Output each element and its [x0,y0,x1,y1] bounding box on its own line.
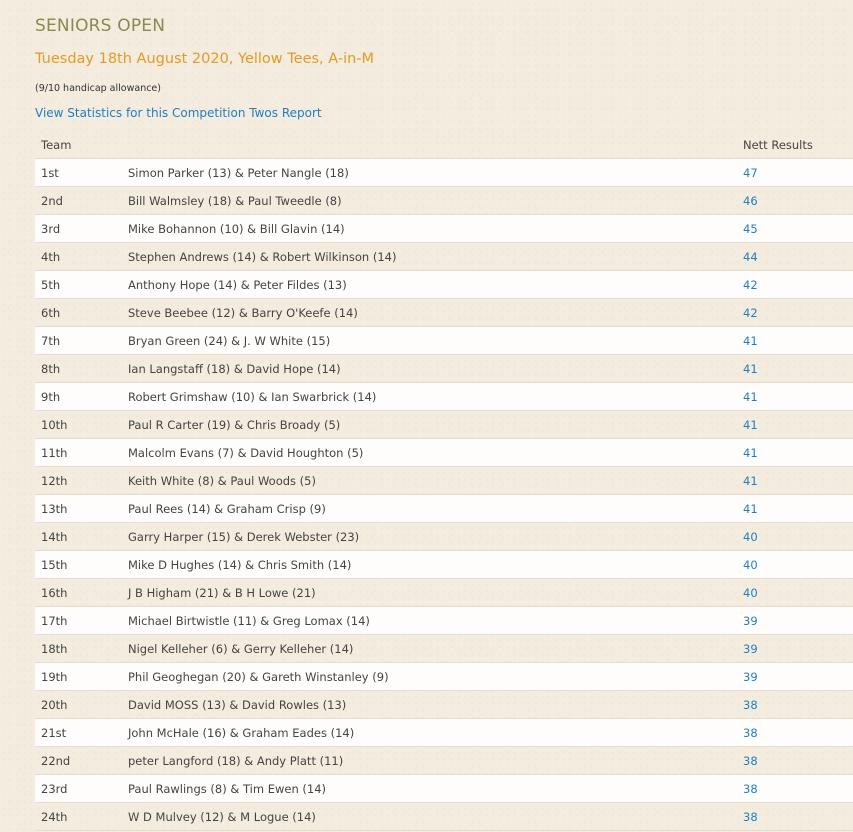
team-cell: W D Mulvey (12) & M Logue (14) [128,810,316,824]
position-cell: 13th [41,502,68,516]
nett-result-link[interactable]: 46 [743,194,758,208]
table-row [35,439,853,467]
position-cell: 22nd [41,754,71,768]
table-row [35,243,853,271]
table-row [35,691,853,719]
position-cell: 11th [41,446,68,460]
table-row [35,803,853,831]
view-statistics-link[interactable]: View Statistics for this Competition [35,106,246,120]
position-cell: 3rd [41,222,61,236]
team-cell: David MOSS (13) & David Rowles (13) [128,698,347,712]
table-row [35,719,853,747]
nett-result-link[interactable]: 45 [743,222,758,236]
team-cell: Steve Beebee (12) & Barry O'Keefe (14) [128,306,358,320]
position-cell: 15th [41,558,68,572]
report-links [35,106,322,120]
nett-result-link[interactable]: 38 [743,782,758,796]
position-cell: 6th [41,306,61,320]
nett-result-link[interactable]: 38 [743,810,758,824]
team-cell: Robert Grimshaw (10) & Ian Swarbrick (14) [128,390,377,404]
team-cell: Phil Geoghegan (20) & Gareth Winstanley (9) [128,670,389,684]
twos-report-link[interactable]: Twos Report [249,106,322,120]
team-cell: Mike D Hughes (14) & Chris Smith (14) [128,558,352,572]
table-row [35,747,853,775]
table-row [35,411,853,439]
position-cell: 12th [41,474,68,488]
nett-result-link[interactable]: 41 [743,362,758,376]
team-cell: Garry Harper (15) & Derek Webster (23) [128,530,360,544]
nett-result-link[interactable]: 41 [743,390,758,404]
team-cell: Stephen Andrews (14) & Robert Wilkinson (14) [128,250,397,264]
column-header-team: Team [41,138,72,152]
position-cell: 5th [41,278,61,292]
nett-result-link[interactable]: 41 [743,446,758,460]
handicap-note: (9/10 handicap allowance) [35,83,161,94]
table-row [35,635,853,663]
table-row [35,775,853,803]
position-cell: 21st [41,726,67,740]
team-cell: Simon Parker (13) & Peter Nangle (18) [128,166,349,180]
team-cell: J B Higham (21) & B H Lowe (21) [128,586,316,600]
position-cell: 1st [41,166,59,180]
position-cell: 20th [41,698,68,712]
table-row [35,495,853,523]
team-cell: Keith White (8) & Paul Woods (5) [128,474,316,488]
team-cell: Mike Bohannon (10) & Bill Glavin (14) [128,222,345,236]
table-row [35,159,853,187]
position-cell: 14th [41,530,68,544]
nett-result-link[interactable]: 42 [743,278,758,292]
nett-result-link[interactable]: 39 [743,614,758,628]
results-table-body [35,159,853,831]
position-cell: 17th [41,614,68,628]
table-row [35,551,853,579]
nett-result-link[interactable]: 39 [743,642,758,656]
position-cell: 16th [41,586,68,600]
team-cell: Malcolm Evans (7) & David Houghton (5) [128,446,364,460]
nett-result-link[interactable]: 41 [743,474,758,488]
team-cell: Paul Rawlings (8) & Tim Ewen (14) [128,782,327,796]
position-cell: 8th [41,362,61,376]
table-row [35,663,853,691]
position-cell: 4th [41,250,61,264]
nett-result-link[interactable]: 42 [743,306,758,320]
team-cell: Anthony Hope (14) & Peter Fildes (13) [128,278,347,292]
position-cell: 19th [41,670,68,684]
nett-result-link[interactable]: 44 [743,250,758,264]
table-row [35,299,853,327]
team-cell: Bryan Green (24) & J. W White (15) [128,334,331,348]
position-cell: 24th [41,810,68,824]
position-cell: 2nd [41,194,63,208]
table-row [35,467,853,495]
nett-result-link[interactable]: 38 [743,754,758,768]
team-cell: Nigel Kelleher (6) & Gerry Kelleher (14) [128,642,354,656]
nett-result-link[interactable]: 41 [743,502,758,516]
team-cell: peter Langford (18) & Andy Platt (11) [128,754,344,768]
team-cell: Paul R Carter (19) & Chris Broady (5) [128,418,341,432]
position-cell: 7th [41,334,61,348]
nett-result-link[interactable]: 40 [743,586,758,600]
nett-result-link[interactable]: 40 [743,530,758,544]
position-cell: 9th [41,390,61,404]
team-cell: Ian Langstaff (18) & David Hope (14) [128,362,341,376]
nett-result-link[interactable]: 47 [743,166,758,180]
nett-result-link[interactable]: 38 [743,726,758,740]
team-cell: Michael Birtwistle (11) & Greg Lomax (14) [128,614,370,628]
nett-result-link[interactable]: 41 [743,418,758,432]
nett-result-link[interactable]: 38 [743,698,758,712]
position-cell: 23rd [41,782,68,796]
table-row [35,327,853,355]
position-cell: 18th [41,642,68,656]
nett-result-link[interactable]: 41 [743,334,758,348]
table-row [35,523,853,551]
team-cell: Paul Rees (14) & Graham Crisp (9) [128,502,326,516]
competition-subtitle: Tuesday 18th August 2020, Yellow Tees, A-in-M [35,51,375,67]
table-row [35,383,853,411]
results-table-header [35,130,853,159]
page-title: SENIORS OPEN [35,16,166,36]
column-header-nett-results: Nett Results [743,138,813,152]
table-row [35,355,853,383]
team-cell: Bill Walmsley (18) & Paul Tweedle (8) [128,194,342,208]
nett-result-link[interactable]: 39 [743,670,758,684]
team-cell: John McHale (16) & Graham Eades (14) [128,726,355,740]
table-row [35,607,853,635]
table-row [35,187,853,215]
nett-result-link[interactable]: 40 [743,558,758,572]
table-row [35,215,853,243]
table-row [35,579,853,607]
table-row [35,271,853,299]
results-table [35,130,853,831]
position-cell: 10th [41,418,68,432]
